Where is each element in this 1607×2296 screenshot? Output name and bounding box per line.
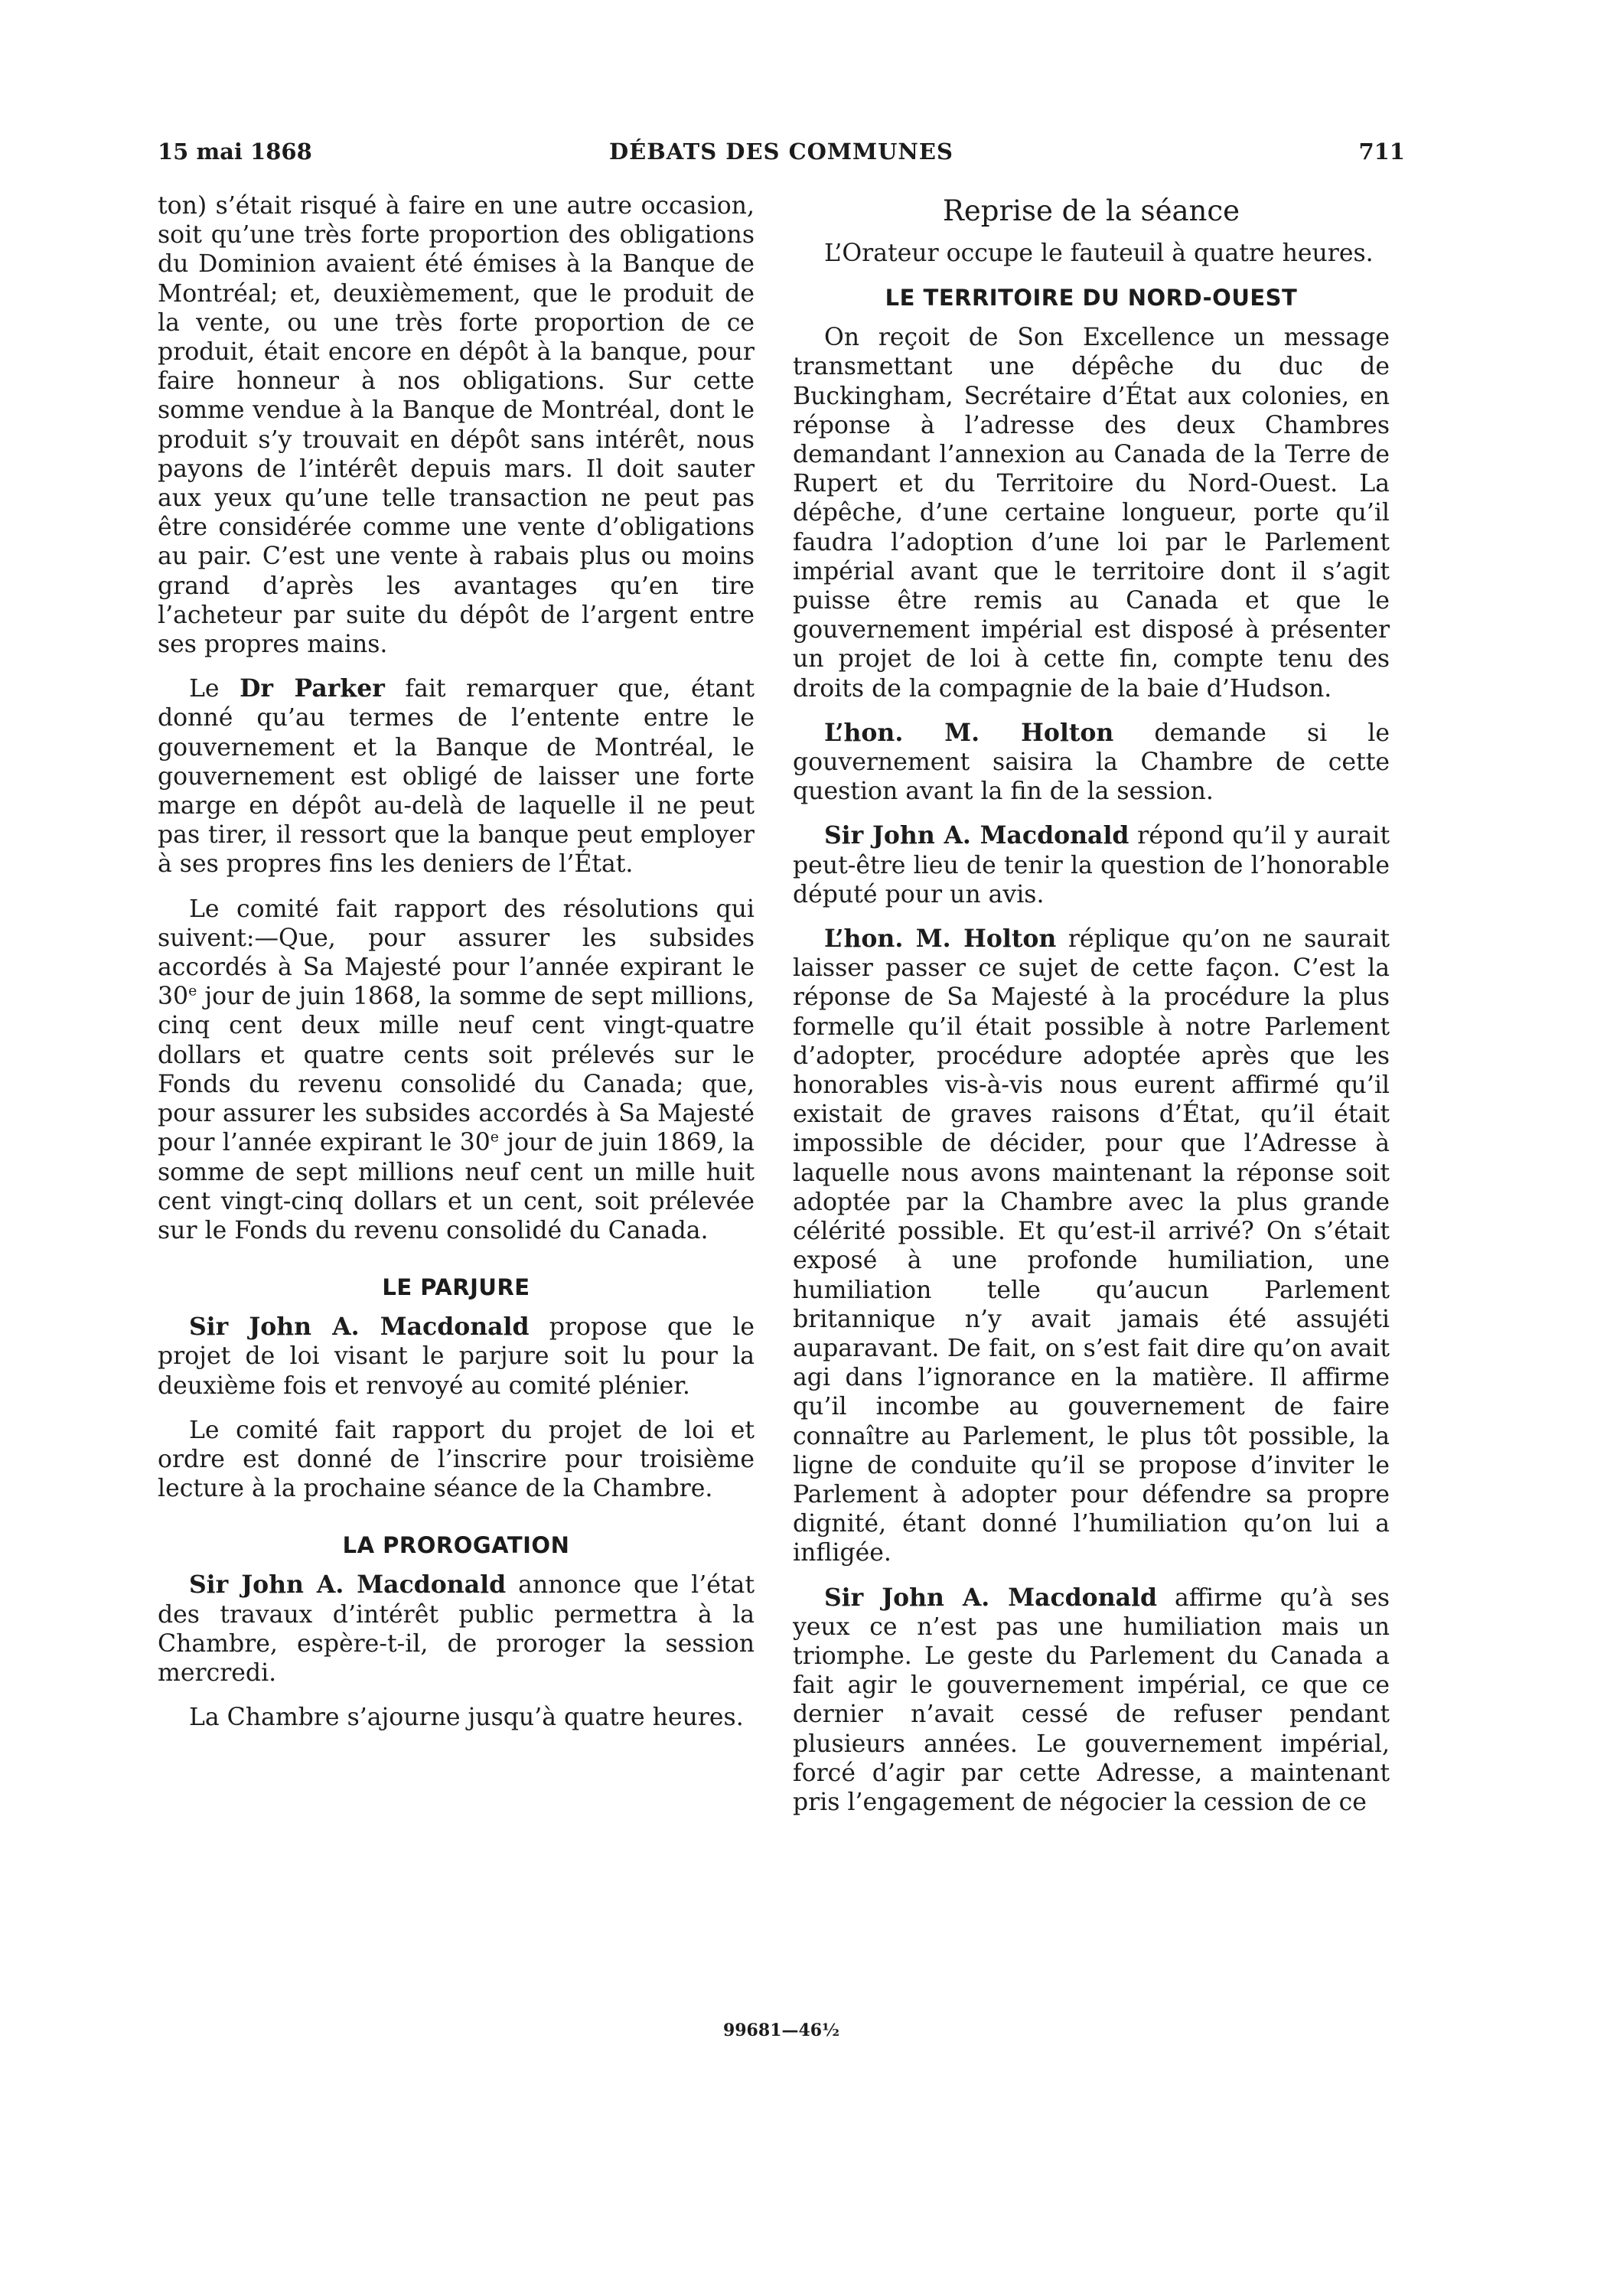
resolution-text-3: jour de juin 1869, la somme de sept millions neuf cent un mille huit cent vingt-cinq dollars et un cent, soit prélevée sur le Fonds du revenu consolidé du Canada.	[158, 1129, 755, 1244]
speaker-name: L’hon. M. Holton	[823, 718, 1114, 747]
speech-text: réplique qu’on ne saurait laisser passer ce sujet de cette façon. C’est la réponse de Sa Majesté à la procédure la plus formelle qu’il était possible à notre Parlement d’adopter, procédure adoptée après que les honorables vis-à-vis nous eurent affirmé qu’il existait de graves raisons d’État, qu’il était impossible de décider, pour que l’Adresse à laquelle nous avons maintenant la réponse soit adoptée par la Chambre avec la plus grande célérité possible. Et qu’est-il arrivé? On s’était exposé à une profonde humiliation, une humiliation telle qu’aucun Parlement britannique n’y avait jamais été assujéti auparavant. De fait, on s’est fait dire qu’on avait agi dans l’ignorance en la matière. Il affirme qu’il incombe au gouvernement de faire connaître au Parlement, le plus tôt possible, la ligne de conduite qu’il se propose d’inviter le Parlement à adopter pour défendre sa propre dignité, étant donné l’humiliation qu’on lui a infligée.	[793, 925, 1390, 1567]
footer-signature: 99681—46½	[722, 2020, 840, 2040]
speech-paragraph	[793, 821, 1390, 909]
section-heading: Reprise de la séance	[943, 194, 1240, 227]
section-heading: LE PARJURE	[382, 1274, 530, 1301]
speech-text: affirme qu’à ses yeux ce n’est pas une humiliation mais un triomphe. Le geste du Parlement du Canada a fait agir le gouvernement impérial, ce que ce dernier n’avait cessé de refuser pendant plusieurs années. Le gouvernement impérial, forcé d’agir par cette Adresse, a maintenant pris l’engagement de négocier la cession de ce	[793, 1583, 1390, 1816]
paragraph: Le comité fait rapport du projet de loi et ordre est donné de l’inscrire pour troisième lecture à la prochaine séance de la Chambre.	[158, 1416, 755, 1503]
ordinal-superscript: e	[188, 982, 197, 1000]
speech-paragraph	[793, 719, 1390, 807]
paragraph: ton) s’était risqué à faire en une autre occasion, soit qu’une très forte proportion des obligations du Dominion avaient été émises à la Banque de Montréal; et, deuxièmement, que le produit de la vente, ou une très forte proportion de ce produit, était encore en dépôt à la banque, pour faire honneur à nos obligations. Sur cette somme vendue à la Banque de Montréal, dont le produit s’y trouvait en dépôt sans intérêt, nous payons de l’intérêt depuis mars. Il doit sauter aux yeux qu’une telle transaction ne peut pas être considérée comme une vente d’obligations au pair. C’est une vente à rabais plus ou moins grand d’après les avantages qu’en tire l’acheteur par suite du dépôt de l’argent entre ses propres mains.	[158, 192, 755, 659]
speech-text: répond qu’il y aurait peut-être lieu de tenir la question de l’honorable député pour un avis.	[793, 822, 1390, 908]
speaker-name: Sir John A. Macdonald	[188, 1570, 507, 1600]
header-date: 15 mai 1868	[158, 139, 312, 165]
speaker-name: L’hon. M. Holton	[823, 925, 1057, 954]
speech-paragraph	[793, 925, 1390, 1567]
speech-text: propose que le projet de loi visant le parjure soit lu pour la deuxième fois et renvoyé au comité plénier.	[158, 1313, 755, 1400]
resolution-text-1: Le comité fait rapport des résolutions qui suivent:—Que, pour assurer les subsides accordés à Sa Majesté pour l’année expirant le 30	[158, 895, 755, 1011]
paragraph-resolutions	[158, 895, 755, 1245]
paragraph: On reçoit de Son Excellence un message transmettant une dépêche du duc de Buckingham, Secrétaire d’État aux colonies, en réponse à l’adresse des deux Chambres demandant l’annexion au Canada de la Terre de Rupert et du Territoire du Nord-Ouest. La dépêche, d’une certaine longueur, porte qu’il faudra l’adoption d’une loi par le Parlement impérial avant que le territoire dont il s’agit puisse être remis au Canada et que le gouvernement impérial est disposé à présenter un projet de loi à cette fin, compte tenu des droits de la compagnie de la baie d’Hudson.	[793, 324, 1390, 703]
paragraph: La Chambre s’ajourne jusqu’à quatre heures.	[188, 1704, 744, 1732]
left-column	[158, 191, 755, 1747]
ordinal-superscript: e	[490, 1128, 499, 1146]
paragraph: L’Orateur occupe le fauteuil à quatre heures.	[823, 240, 1374, 267]
speech-paragraph	[158, 674, 755, 879]
resolution-text-2: jour de juin 1868, la somme de sept millions, cinq cent deux mille neuf cent vingt-quatre dollars et quatre cents soit prélevés sur le Fonds du revenu consolidé du Canada; que, pour assurer les subsides accordés à Sa Majesté pour l’année expirant le 30	[158, 983, 755, 1157]
speaker-name: Dr Parker	[240, 674, 385, 703]
speech-paragraph	[793, 1583, 1390, 1818]
header-title: DÉBATS DES COMMUNES	[609, 139, 953, 165]
speaker-name: Sir John A. Macdonald	[188, 1313, 530, 1342]
speech-text: annonce que l’état des travaux d’intérêt public permettra à la Chambre, espère-t-il, de proroger la session mercredi.	[158, 1571, 755, 1687]
speech-text: fait remarquer que, étant donné qu’au termes de l’entente entre le gouvernement et la Banque de Montréal, le gouvernement est obligé de laisser une forte marge en dépôt au-delà de laquelle il ne peut pas tirer, il ressort que la banque peut employer à ses propres fins les deniers de l’État.	[158, 675, 755, 879]
running-head	[158, 136, 1405, 174]
page-number: 711	[1358, 139, 1405, 165]
speech-paragraph	[158, 1313, 755, 1401]
paragraph-prefix: Le	[188, 675, 240, 703]
speech-text: demande si le gouvernement saisira la Chambre de cette question avant la fin de la session.	[793, 719, 1390, 806]
speaker-name: Sir John A. Macdonald	[823, 821, 1129, 850]
speaker-name: Sir John A. Macdonald	[823, 1583, 1158, 1612]
right-column	[793, 191, 1390, 1832]
speech-paragraph	[158, 1570, 755, 1688]
section-heading: LA PROROGATION	[342, 1532, 570, 1559]
section-heading: LE TERRITOIRE DU NORD-OUEST	[885, 285, 1298, 311]
